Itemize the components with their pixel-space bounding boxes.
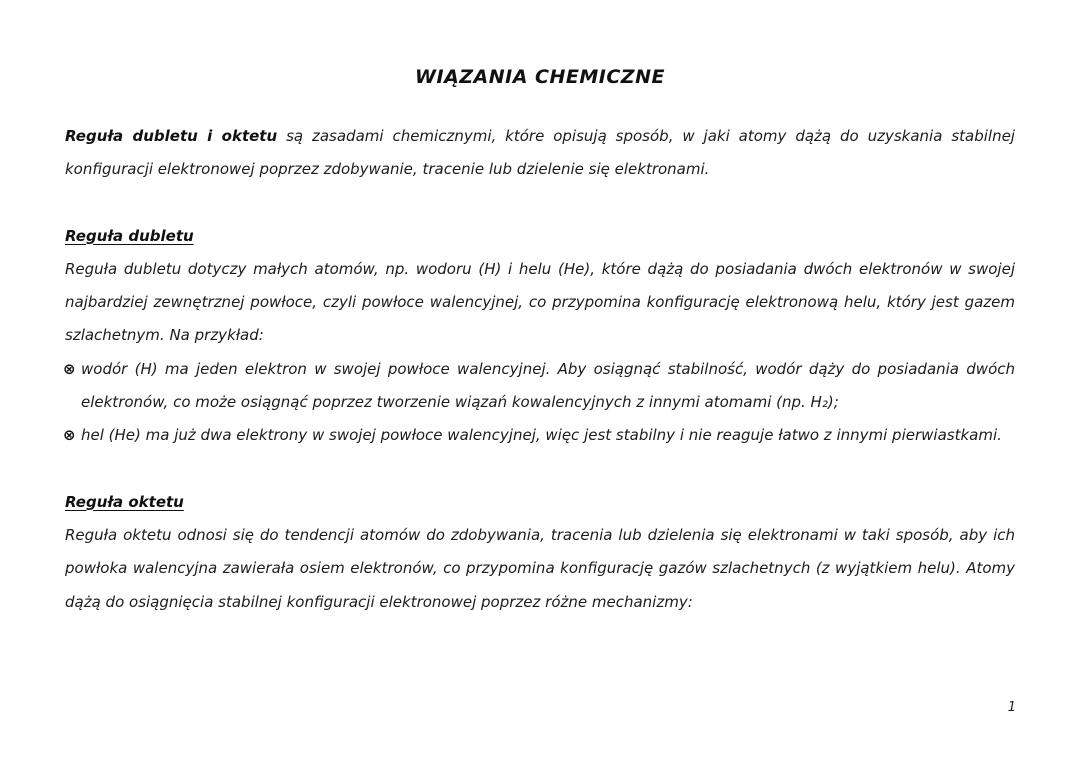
intro-text: są zasadami chemicznymi, które opisują sposób, w jaki atomy dążą do uzyskania stabilnej konfiguracji elektronowej poprzez zdobywanie, tracenie lub dzielenie się elektronami.	[65, 127, 1015, 179]
intro-bold-term: Reguła dubletu i oktetu	[65, 127, 278, 145]
oktet-paragraph: Reguła oktetu odnosi się do tendencji atomów do zdobywania, tracenia lub dzielenia się elektronami w taki sposób, aby ich powłoka walencyjna zawierała osiem elektronów, co przypomina konfigurację gazów szlachetnych (z wyjątkiem helu). Atomy dążą do osiągnięcia stabilnej konfiguracji elektronowej poprzez różne mechanizmy:	[65, 525, 1015, 611]
circled-x-bullet-icon: ⊗	[63, 359, 76, 378]
list-item	[65, 353, 1015, 420]
list-item-text: hel (He) ma już dwa elektrony w swojej powłoce walencyjnej, więc jest stabilny i nie reaguje łatwo z innymi pierwiastkami.	[81, 426, 1002, 445]
section-heading-oktet: Reguła oktetu	[65, 492, 184, 511]
page-title: WIĄZANIA CHEMICZNE	[415, 66, 665, 88]
section-heading-dublet: Reguła dubletu	[65, 226, 194, 245]
intro-paragraph	[65, 120, 1015, 187]
circled-x-bullet-icon: ⊗	[63, 426, 76, 445]
list-item	[65, 419, 1015, 452]
page-number: 1	[1007, 700, 1016, 715]
list-item-text: wodór (H) ma jeden elektron w swojej powłoce walencyjnej. Aby osiągnąć stabilność, wodór dąży do posiadania dwóch elektronów, co może osiągnąć poprzez tworzenie wiązań kowalencyjnych z innymi atomami (np. H₂);	[81, 359, 1015, 412]
document-body	[65, 120, 1015, 619]
dublet-paragraph: Reguła dubletu dotyczy małych atomów, np. wodoru (H) i helu (He), które dążą do posiadania dwóch elektronów w swojej najbardziej zewnętrznej powłoce, czyli powłoce walencyjnej, co przypomina konfigurację elektronową helu, który jest gazem szlachetnym. Na przykład:	[65, 259, 1015, 345]
